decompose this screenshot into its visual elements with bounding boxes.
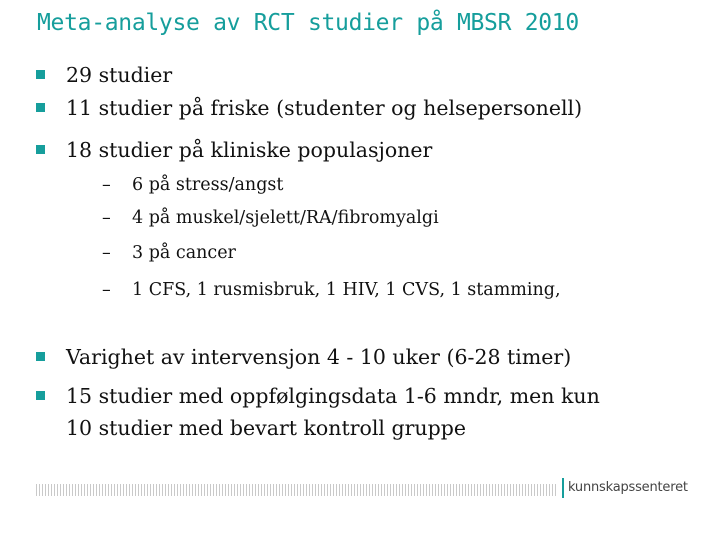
square-bullet-icon bbox=[36, 70, 45, 79]
logo-text: kunnskapssenteret bbox=[568, 480, 688, 495]
bullet-text: 10 studier med bevart kontroll gruppe bbox=[66, 416, 466, 440]
slide-title: Meta-analyse av RCT studier på MBSR 2010 bbox=[37, 10, 579, 36]
dash-bullet-icon: – bbox=[102, 243, 111, 263]
square-bullet-icon bbox=[36, 103, 45, 112]
bullet-text: Varighet av intervensjon 4 - 10 uker (6-28 timer) bbox=[66, 345, 572, 369]
dash-bullet-icon: – bbox=[102, 175, 111, 195]
sub-bullet-text: 3 på cancer bbox=[132, 243, 236, 263]
bullet-text: 11 studier på friske (studenter og helsepersonell) bbox=[66, 96, 583, 120]
sub-bullet-text: 1 CFS, 1 rusmisbruk, 1 HIV, 1 CVS, 1 stamming, bbox=[132, 280, 561, 300]
dash-bullet-icon: – bbox=[102, 280, 111, 300]
sub-bullet-text: 4 på muskel/sjelett/RA/fibromyalgi bbox=[132, 208, 439, 228]
bullet-text: 29 studier bbox=[66, 63, 173, 87]
logo-bar-icon bbox=[562, 478, 564, 498]
square-bullet-icon bbox=[36, 145, 45, 154]
square-bullet-icon bbox=[36, 352, 45, 361]
dash-bullet-icon: – bbox=[102, 208, 111, 228]
sub-bullet-text: 6 på stress/angst bbox=[132, 175, 284, 195]
bullet-text: 15 studier med oppfølgingsdata 1-6 mndr, men kun bbox=[66, 384, 600, 408]
square-bullet-icon bbox=[36, 391, 45, 400]
footer-stripe bbox=[36, 484, 556, 496]
bullet-text: 18 studier på kliniske populasjoner bbox=[66, 138, 433, 162]
